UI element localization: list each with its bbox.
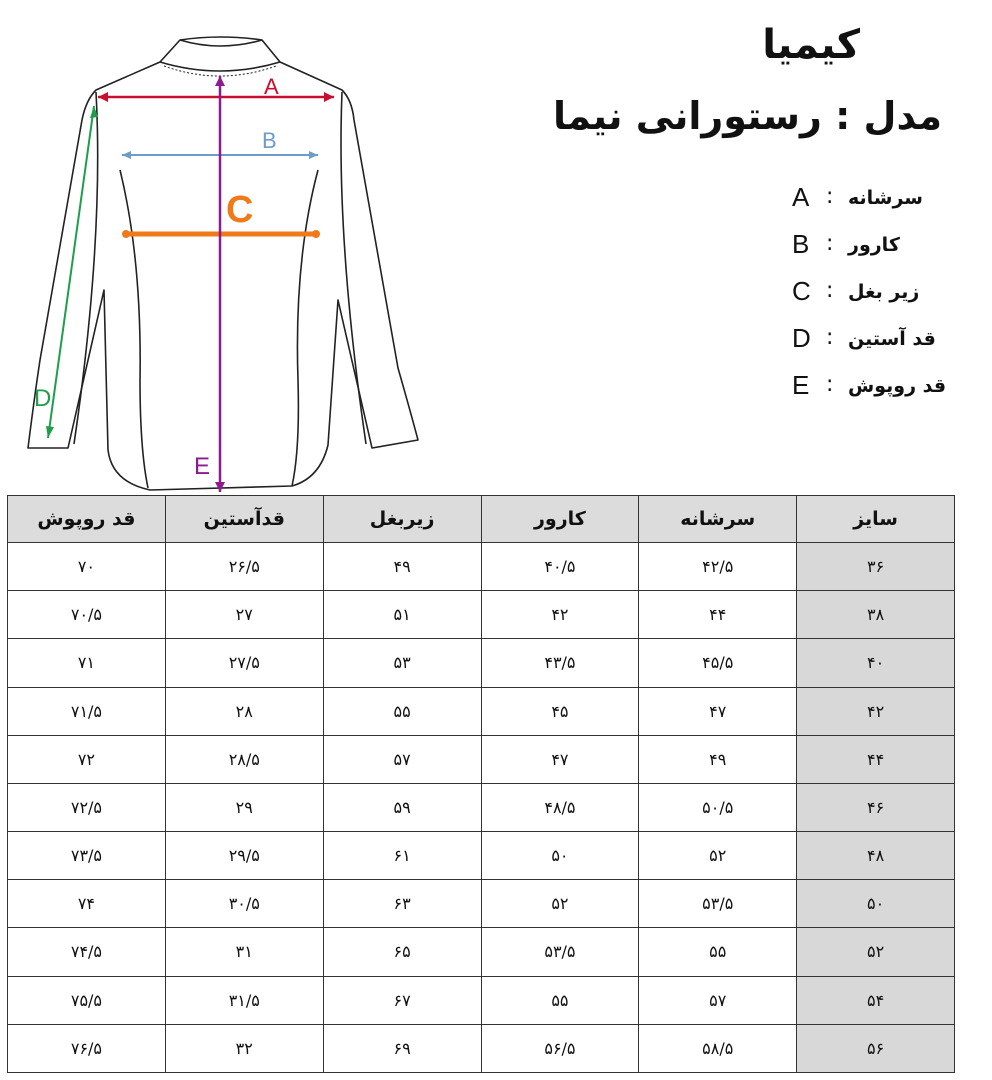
cell-underarm: ۶۵: [323, 928, 481, 976]
marker-e: E: [194, 453, 211, 480]
table-row: [8, 639, 955, 687]
table-body: [8, 543, 955, 1073]
table-row: [8, 543, 955, 591]
cell-shoulder: ۵۰/۵: [639, 783, 797, 831]
legend-item-c: [780, 270, 980, 317]
garment-diagram: [0, 0, 460, 500]
cell-size: ۴۲: [797, 687, 955, 735]
cell-shoulder: ۵۷: [639, 976, 797, 1024]
cell-sleeve-length: ۳۱/۵: [165, 976, 323, 1024]
cell-shoulder: ۵۸/۵: [639, 1024, 797, 1072]
cell-size: ۴۶: [797, 783, 955, 831]
cell-shoulder: ۴۵/۵: [639, 639, 797, 687]
cell-chest: ۴۳/۵: [481, 639, 639, 687]
legend-letter: C: [792, 276, 811, 306]
marker-a: A: [264, 74, 279, 99]
header-underarm: زیربغل: [323, 496, 481, 543]
legend-item-d: [780, 317, 980, 364]
table-row: [8, 687, 955, 735]
measure-d-line: [46, 106, 98, 438]
measure-e-line: [215, 76, 225, 492]
cell-sleeve-length: ۲۷: [165, 591, 323, 639]
cell-sleeve-length: ۲۶/۵: [165, 543, 323, 591]
cell-size: ۳۸: [797, 591, 955, 639]
legend-colon: :: [826, 325, 834, 350]
legend-item-a: [780, 176, 980, 223]
cell-size: ۵۶: [797, 1024, 955, 1072]
cell-coat-length: ۷۰/۵: [8, 591, 166, 639]
cell-size: ۴۴: [797, 735, 955, 783]
cell-size: ۵۴: [797, 976, 955, 1024]
table-header-row: [8, 496, 955, 543]
cell-coat-length: ۷۱/۵: [8, 687, 166, 735]
header-chest: کارور: [481, 496, 639, 543]
cell-underarm: ۴۹: [323, 543, 481, 591]
cell-sleeve-length: ۳۲: [165, 1024, 323, 1072]
cell-chest: ۵۲: [481, 880, 639, 928]
cell-underarm: ۶۳: [323, 880, 481, 928]
table-row: [8, 591, 955, 639]
legend-colon: :: [826, 278, 834, 303]
marker-d: D: [34, 385, 52, 412]
cell-sleeve-length: ۲۹/۵: [165, 832, 323, 880]
model-title: مدل : رستورانی نیما: [552, 94, 942, 138]
cell-underarm: ۵۹: [323, 783, 481, 831]
cell-coat-length: ۷۶/۵: [8, 1024, 166, 1072]
table-row: [8, 880, 955, 928]
legend-label: قد روپوش: [848, 375, 947, 397]
header-shoulder: سرشانه: [639, 496, 797, 543]
legend-letter: A: [792, 182, 810, 212]
table-row: [8, 928, 955, 976]
marker-c: C: [226, 189, 254, 231]
cell-sleeve-length: ۲۹: [165, 783, 323, 831]
cell-chest: ۴۷: [481, 735, 639, 783]
table-row: [8, 976, 955, 1024]
measure-a-line: [98, 92, 334, 102]
legend-colon: :: [826, 231, 834, 256]
header-size: سایز: [797, 496, 955, 543]
cell-coat-length: ۷۱: [8, 639, 166, 687]
cell-coat-length: ۷۲: [8, 735, 166, 783]
cell-coat-length: ۷۲/۵: [8, 783, 166, 831]
table-row: [8, 832, 955, 880]
cell-shoulder: ۴۷: [639, 687, 797, 735]
cell-coat-length: ۷۵/۵: [8, 976, 166, 1024]
header-coat-length: قد روپوش: [8, 496, 166, 543]
table-row: [8, 735, 955, 783]
legend-label: کارور: [848, 234, 900, 256]
header-sleeve-length: قدآستین: [165, 496, 323, 543]
cell-shoulder: ۴۹: [639, 735, 797, 783]
legend-label: قد آستین: [848, 328, 936, 350]
cell-size: ۳۶: [797, 543, 955, 591]
cell-underarm: ۵۱: [323, 591, 481, 639]
cell-chest: ۴۰/۵: [481, 543, 639, 591]
cell-underarm: ۶۹: [323, 1024, 481, 1072]
cell-shoulder: ۵۲: [639, 832, 797, 880]
cell-coat-length: ۷۳/۵: [8, 832, 166, 880]
legend-label: زیر بغل: [848, 281, 920, 303]
cell-chest: ۵۳/۵: [481, 928, 639, 976]
cell-underarm: ۵۳: [323, 639, 481, 687]
cell-shoulder: ۴۴: [639, 591, 797, 639]
size-table: [7, 495, 955, 1073]
cell-shoulder: ۴۲/۵: [639, 543, 797, 591]
jacket-outline: [28, 37, 418, 490]
legend-letter: D: [792, 323, 811, 353]
marker-b: B: [262, 128, 277, 153]
cell-underarm: ۶۷: [323, 976, 481, 1024]
table-row: [8, 1024, 955, 1072]
brand-title: کیمیا: [762, 22, 860, 68]
legend-item-b: [780, 223, 980, 270]
legend-letter: B: [792, 229, 810, 259]
cell-shoulder: ۵۵: [639, 928, 797, 976]
cell-chest: ۵۵: [481, 976, 639, 1024]
cell-chest: ۵۰: [481, 832, 639, 880]
cell-coat-length: ۷۰: [8, 543, 166, 591]
cell-chest: ۵۶/۵: [481, 1024, 639, 1072]
cell-sleeve-length: ۲۸: [165, 687, 323, 735]
cell-underarm: ۶۱: [323, 832, 481, 880]
legend-item-e: [780, 364, 980, 411]
legend-letter: E: [792, 370, 810, 400]
cell-size: ۴۸: [797, 832, 955, 880]
cell-size: ۵۰: [797, 880, 955, 928]
cell-size: ۴۰: [797, 639, 955, 687]
measurement-legend: [780, 176, 980, 411]
table-row: [8, 783, 955, 831]
cell-underarm: ۵۵: [323, 687, 481, 735]
cell-chest: ۴۵: [481, 687, 639, 735]
legend-colon: :: [826, 184, 834, 209]
cell-sleeve-length: ۳۱: [165, 928, 323, 976]
cell-sleeve-length: ۲۷/۵: [165, 639, 323, 687]
cell-chest: ۴۲: [481, 591, 639, 639]
legend-label: سرشانه: [848, 187, 923, 209]
cell-shoulder: ۵۳/۵: [639, 880, 797, 928]
cell-underarm: ۵۷: [323, 735, 481, 783]
cell-coat-length: ۷۴: [8, 880, 166, 928]
cell-size: ۵۲: [797, 928, 955, 976]
cell-sleeve-length: ۲۸/۵: [165, 735, 323, 783]
legend-colon: :: [826, 372, 834, 397]
cell-chest: ۴۸/۵: [481, 783, 639, 831]
cell-coat-length: ۷۴/۵: [8, 928, 166, 976]
cell-sleeve-length: ۳۰/۵: [165, 880, 323, 928]
